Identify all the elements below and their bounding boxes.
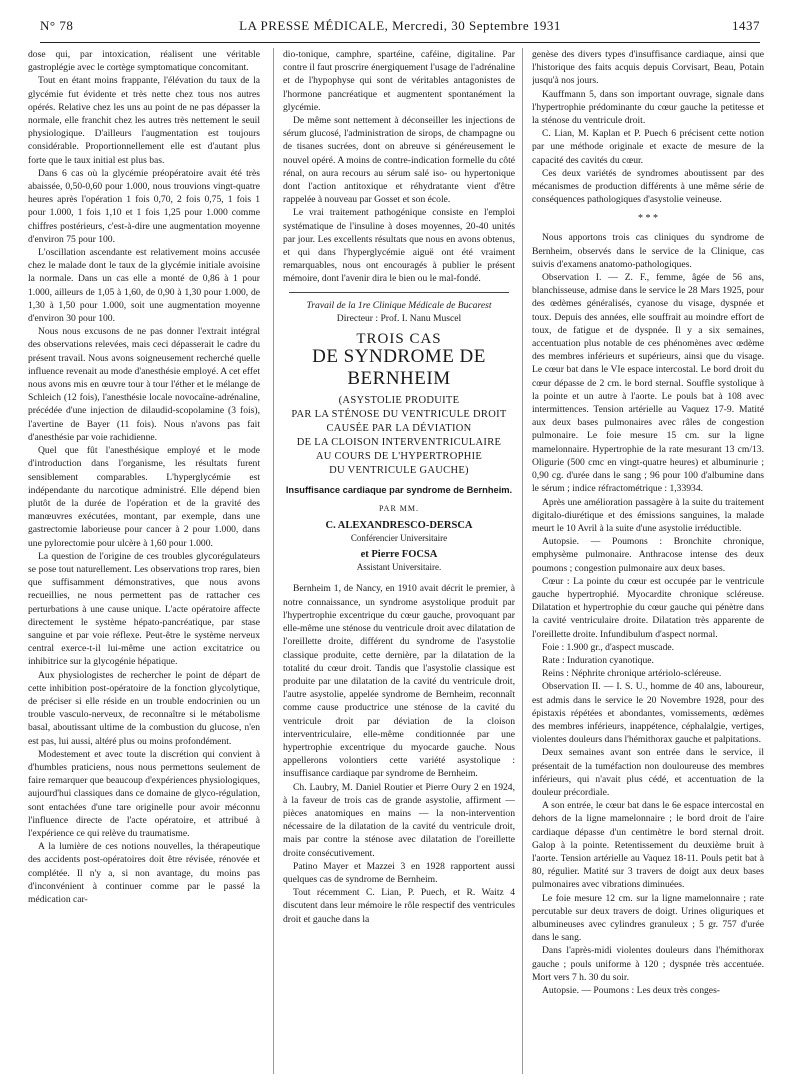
paragraph: L'oscillation ascendante est relativement moins accusée chez le malade dont le taux de la glycémie initiale avoisine la normale. Dans un cas elle a monté de 0,86 à 1 pour 1.000, ailleurs de 1,05 à 1,60, de 0,90 à 1,30 pour 1.000, de 1,30 à 1,50 pour 1.000, soit une augmentation moyenne d'environ 30 pour 100. xyxy=(28,247,260,325)
column-middle xyxy=(283,48,515,1074)
paragraph: A la lumière de ces notions nouvelles, la thérapeutique des accidents post-opératoires doit être révisée, rénovée et complétée. Il n'y a, si non avantage, du moins pas d'inconvénient à continuer comme par le passé la médication car- xyxy=(28,841,260,905)
paragraph: La question de l'origine de ces troubles glycorégulateurs se pose tout naturellement. Les observations trop rares, bien que suffisamment démonstratives, que nous avons recueillies, ne nous permettent pas de rattacher ces perturbations à une cause unique. L'acte opératoire affecte directement le système hépato-pancréatique, par stase sanguine et par voie réflexe. Peut-être le système nerveux central exerce-t-il lui-même une action excitatrice ou inhibitrice sur la glycogénie hépatique. xyxy=(28,550,260,668)
journal-title: LA PRESSE MÉDICALE, Mercredi, 30 Septembre 1931 xyxy=(239,18,561,33)
paragraph: Observation I. — Z. F., femme, âgée de 56 ans, blanchisseuse, admise dans le service le 28 Mars 1925, pour des œdèmes généralisés, cyanose du visage, dyspnée et toux. Depuis des années, elle souffrait au moindre effort de toux, de fatigue et de dyspnée. Il y a six semaines, accentuation plus notable de ces phénomènes avec œdème des membres inférieurs et supérieurs, ainsi que du visage. Le cœur bat dans le VIe espace intercostal. Le bord droit du cœur dépasse de 2 cm. le bord sternal. Souffle systolique à la pointe et un autre à l'aorte. Le pouls bat à 108 avec intermittences. Tension artérielle au Vaquez 17-9. Matité aux deux bases pulmonaires avec râles de congestion pulmonaire. Le foie mesure 15 cm. sur la ligne mamelonnaire. Hypertrophie de la rate mesurant 13 cm/13. Oligurie (500 cmc en vingt-quatre heures) et albuminurie ; 0,90 cg. d'urée dans le sang ; 96 pour 100 d'albumine dans le sérum ; indice réfractométrique : 1,33934. xyxy=(532,272,764,495)
paragraph: C. Lian, M. Kaplan et P. Puech 6 précisent cette notion par une méthode originale et exacte de mesure de la capacité des cavités du cœur. xyxy=(532,128,764,166)
column-divider xyxy=(522,48,523,1074)
paragraph: Aux physiologistes de rechercher le point de départ de cette inhibition post-opératoire de la fonction glycolytique, de préciser si elle réside en un trouble endocrinien ou un trouble vasculo-nerveux, de reconnaître si le métabolisme basal, aboutissant ultime de la combustion du glucose, n'en est pas, lui aussi, altéré plus ou moins profondément. xyxy=(28,669,260,747)
subtitle-line: CAUSÉE PAR LA DÉVIATION xyxy=(326,423,472,435)
paragraph: Patino Mayer et Mazzei 3 en 1928 rapportent aussi quelques cas de syndrome de Bernheim. xyxy=(283,860,515,885)
article-subtitle xyxy=(283,394,515,478)
paragraph: Après une amélioration passagère à la suite du traitement digitalo-diurétique et des émissions sanguines, la malade meurt le 10 Avril à la suite d'une asystolie irréductible. xyxy=(532,496,764,534)
paragraph: Dans 6 cas où la glycémie préopératoire avait été très abaissée, 0,50-0,60 pour 1.000, nous trouvions vingt-quatre heures après l'opération 1 fois 0,70, 2 fois 0,75, 1 fois 1 pour 1.000, 1 fois 1,10 et 1 fois 1,25 pour 1.000 comme chiffres postérieurs, c'est-à-dire une augmentation moyenne d'environ 75 pour 100. xyxy=(28,167,260,245)
subtitle-line: DU VENTRICULE GAUCHE) xyxy=(329,465,469,477)
paragraph: Cœur : La pointe du cœur est occupée par le ventricule gauche hypertrophié. Myocardite chronique scléreuse. Dilatation et hypertrophie du cœur gauche qui pénètre dans la cavité ventriculaire droite. Dilatation très apparente de l'oreillette droite. Infundibulum d'aspect normal. xyxy=(532,575,764,640)
page-header xyxy=(40,18,760,40)
author-name: et Pierre FOCSA xyxy=(360,549,438,561)
paragraph: Kauffmann 5, dans son important ouvrage, signale dans l'hypertrophie prédominante du cœur gauche la petitesse et la sténose du ventricule droit. xyxy=(532,88,764,127)
subtitle-line: AU COURS DE L'HYPERTROPHIE xyxy=(315,451,483,463)
paragraph: dose qui, par intoxication, réalisent une véritable gastroplégie avec le cortège symptomatique concomitant. xyxy=(28,49,260,74)
section-stars: * * * xyxy=(638,213,658,225)
author-role: Assistant Universitaire. xyxy=(356,562,442,573)
paragraph: Le vrai traitement pathogénique consiste en l'emploi systématique de l'insuline à doses moyennes, 20-40 unités par jour. Les excellents résultats que nous en avons obtenus, et qui dans l'hyperglycémie aiguë ont été vraiment remarquables, nous ont encouragés à publier le présent mémoire, dont l'avenir dira le bien ou le mal-fondé. xyxy=(283,207,515,285)
paragraph: Rate : Induration cyanotique. xyxy=(542,654,654,666)
author-name: C. ALEXANDRESCO-DERSCA xyxy=(325,519,473,531)
subtitle-line: DE LA CLOISON INTERVENTRICULAIRE xyxy=(296,437,502,449)
section-rule xyxy=(289,292,509,293)
paragraph: Dans l'après-midi violentes douleurs dans l'hémithorax gauche ; pouls uniforme à 120 ; dyspnée très accentuée. Mort vers 7 h. 30 du soir. xyxy=(532,945,764,983)
paragraph: Tout en étant moins frappante, l'élévation du taux de la glycémie fut évidente et très nette chez tous nos autres opérés. Relative chez les uns au point de ne pas dépasser la normale, elle franchit chez les autres très nettement le seuil physiologique. D'ailleurs l'augmentation est toujours considérable. Proportionnellement elle est d'autant plus forte que le taux initial est plus bas. xyxy=(28,75,260,166)
subtitle-line: PAR LA STÉNOSE DU VENTRICULE DROIT xyxy=(291,409,507,421)
paragraph: Nous apportons trois cas cliniques du syndrome de Bernheim, observés dans le service de la Clinique, cas suivis d'examens anatomo-pathologiques. xyxy=(532,232,764,270)
paragraph: dio-tonique, camphre, spartéine, caféine, digitaline. Par contre il faut proscrire énergiquement l'usage de l'adrénaline et de l'hypophyse qui sont de véritables antagonistes de l'hormone pancréatique et augmentent spontanément la glycémie. xyxy=(283,49,515,113)
paragraph: Observation II. — I. S. U., homme de 40 ans, laboureur, est admis dans le service le 20 Novembre 1928, pour des épistaxis répétées et abondantes, vomissements, œdèmes des membres inférieurs, inappétence, céphalalgie, vertiges, violentes douleurs dans l'hémithorax gauche et palpitations. xyxy=(532,681,764,746)
paragraph: Deux semaines avant son entrée dans le service, il présentait de la tuméfaction non douloureuse des membres inférieurs, qui n'avait plus cédé, et accentuation de la douleur précordiale. xyxy=(532,747,764,798)
clinic-line: Travail de la 1re Clinique Médicale de Bucarest xyxy=(306,299,492,311)
paragraph: Modestement et avec toute la discrétion qui convient à d'humbles praticiens, nous nous permettons seulement de faire remarquer que beaucoup d'expériences physiologiques, aujourd'hui classiques dans ce domaine de glyco-régulation, sont entachées d'une tare originelle pour avoir méconnu l'influence directe de l'acte opératoire, et attribué à l'expérience ce qui relève du traumatisme. xyxy=(28,748,260,839)
page-number: 1437 xyxy=(732,18,760,33)
director-line: Directeur : Prof. I. Nanu Muscel xyxy=(336,312,462,324)
column-right xyxy=(532,48,764,1074)
paragraph: Autopsie. — Poumons : Les deux très conges- xyxy=(542,985,720,997)
issue-number: N° 78 xyxy=(40,18,74,33)
author-role: Conférencier Universitaire xyxy=(350,532,448,543)
paragraph: Foie : 1.900 gr., d'aspect muscade. xyxy=(542,641,675,653)
paragraph: De même sont nettement à déconseiller les injections de sérum glucosé, l'administration de sirops, de champagne ou de tisanes sucrées, dont on abreuve si généreusement le nouvel opéré. A moins de contre-indication formelle du côté rénal, on aura recours au sérum salé iso- ou hypertonique dont l'action antitoxique et réhydratante vient d'être rappelée à nouveau par Gosset et son école. xyxy=(283,115,515,206)
article-title-top: TROIS CAS xyxy=(356,331,442,348)
paragraph: genèse des divers types d'insuffisance cardiaque, ainsi que l'historique des faits acquis depuis Corvisart, Beau, Potain jusqu'à nos jours. xyxy=(532,49,764,87)
column-left xyxy=(28,48,260,1074)
article-title: DE SYNDROME DE BERNHEIM xyxy=(312,346,486,390)
paragraph: Le foie mesure 12 cm. sur la ligne mamelonnaire ; rate percutable sur deux travers de doigt. Urines oliguriques et albumineuses avec cylindres granuleux ; 5 gr. 757 d'urée dans le sang. xyxy=(532,892,764,944)
paragraph: Autopsie. — Poumons : Bronchite chronique, emphysème pulmonaire. Anthracose intense des deux poumons ; congestion pulmonaire aux deux bases. xyxy=(532,536,764,574)
paragraph: Ch. Laubry, M. Daniel Routier et Pierre Oury 2 en 1924, à la faveur de trois cas de grande asystolie, affirment — pièces anatomiques en mains — la non-intervention nécessaire de la dilatation de la cavité du ventricule droit, mais par contre la sténose avec dilatation de l'oreillette droite consécutivement. xyxy=(283,781,515,859)
article-keyline: Insuffisance cardiaque par syndrome de Bernheim. xyxy=(285,485,513,496)
byline-par: PAR MM. xyxy=(378,504,420,514)
paragraph: A son entrée, le cœur bat dans le 6e espace intercostal en dehors de la ligne mamelonnaire ; le bord droit de l'aire cardiaque dépasse d'un centimètre le bord sternal droit. Galop à la pointe. Retentissement du deuxième bruit à l'aorte. Tension artérielle au Vaquez 18-11. Pouls petit bat à 80, régulier. Matité sur 3 travers de doigt aux deux bases pulmonaires avec vibrations diminuées. xyxy=(532,800,764,891)
subtitle-line: (ASYSTOLIE PRODUITE xyxy=(338,395,460,407)
paragraph: Tout récemment C. Lian, P. Puech, et R. Waitz 4 discutent dans leur mémoire le rôle respectif des ventricules droit et gauche dans la xyxy=(283,887,515,925)
paragraph: Quel que fût l'anesthésique employé et le mode d'introduction dans l'organisme, les résultats furent sensiblement comparables. L'hyperglycémie est indépendante du narcotique administré. Elle dépend bien plutôt de la durée de l'opération et de la gravité des manœuvres exécutées, montant, par exemple, dans une gastrectomie laborieuse pour cancer à 2 pour 1.000, dans une pylorectomie pour ulcère à 1,60 pour 1.000. xyxy=(28,445,260,549)
paragraph: Reins : Néphrite chronique artériolo-scléreuse. xyxy=(542,668,722,680)
paragraph: Ces deux variétés de syndromes aboutissent par des mécanismes de production différents à une même série de conséquences pathologiques d'asystolie veineuse. xyxy=(532,167,764,206)
paragraph: Nous nous excusons de ne pas donner l'extrait intégral des observations relevées, mais ceci dépasserait le cadre du présent travail. Nous avons soigneusement recherché quelle influence revenait au mode d'anesthésie employé. A cet effet nous avons mis en œuvre tour à tour l'éther et le mélange de Schleich (12 fois), l'anesthésie locale novocaïne-adrénaline, précédée d'une injection de dilaudid-scopolamine (3 fois), l'avertine de Bayer (11 fois). Nous n'avons pas fait d'anesthésie par voie rachidienne. xyxy=(28,326,260,443)
column-divider xyxy=(273,48,274,1074)
header-rule xyxy=(40,42,760,43)
paragraph: Bernheim 1, de Nancy, en 1910 avait décrit le premier, à notre connaissance, un syndrome asystolique produit par l'hypertrophie excentrique du cœur gauche, provoquant par elle-même une sténose du ventricule droit avec dilatation de l'oreillette droite, différent du syndrome de l'asystolie classique produite, cette dernière, par la dilatation de la totalité du cœur droit. Tandis que l'asystolie classique est produite par une dilatation de la cavité du ventricule droit, l'autre asystolie, appelée syndrome de Bernheim, reconnaît comme cause productrice une sténose de la cavité du ventricule droit par déviation de la cloison interventriculaire, elle-même conditionnée par une hypertrophie excentrique du myocarde gauche. Nous appellerons volontiers cette variété asystolique : insuffisance cardiaque par syndrome de Bernheim. xyxy=(283,583,515,780)
